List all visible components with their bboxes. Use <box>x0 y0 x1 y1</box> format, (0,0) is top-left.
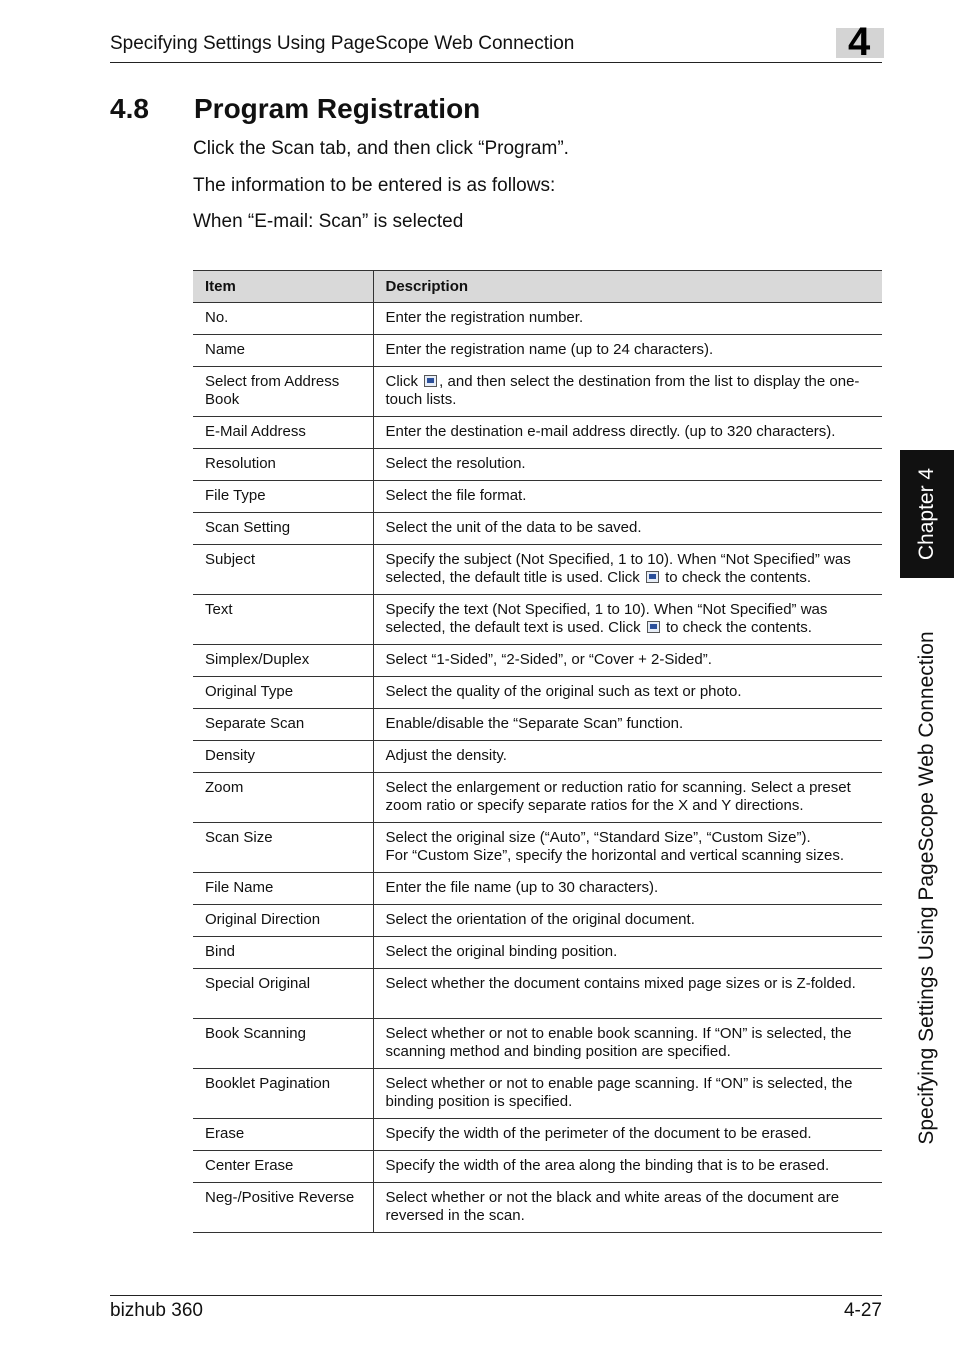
table-header-row <box>193 271 882 303</box>
table-row <box>193 1019 882 1069</box>
description-text: to check the contents. <box>661 619 812 636</box>
item-cell: Resolution <box>193 449 373 481</box>
description-cell: Select the resolution. <box>373 449 882 481</box>
description-text: to check the contents. <box>660 569 812 586</box>
item-cell: Simplex/Duplex <box>193 645 373 677</box>
description-text: Click <box>385 373 423 390</box>
table-row <box>193 773 882 823</box>
description-cell: Specify the width of the area along the binding that is to be erased. <box>373 1151 882 1183</box>
description-cell: Adjust the density. <box>373 741 882 773</box>
table-row <box>193 1119 882 1151</box>
table-row <box>193 969 882 1019</box>
item-cell: File Type <box>193 481 373 513</box>
running-header <box>110 30 882 63</box>
description-cell: Select whether the document contains mixed page sizes or is Z-folded. <box>373 969 882 1019</box>
description-cell: Select “1-Sided”, “2-Sided”, or “Cover + 2-Sided”. <box>373 645 882 677</box>
description-cell: Select the quality of the original such as text or photo. <box>373 677 882 709</box>
table-row <box>193 1151 882 1183</box>
chapter-side-tab-label: Chapter 4 <box>915 467 938 561</box>
description-cell: Select whether or not the black and white areas of the document are reversed in the scan. <box>373 1183 882 1233</box>
description-cell: Enter the file name (up to 30 characters). <box>373 873 882 905</box>
condition-paragraph: When “E-mail: Scan” is selected <box>193 211 464 232</box>
item-cell: E-Mail Address <box>193 417 373 449</box>
section-heading <box>110 93 480 125</box>
table-row <box>193 709 882 741</box>
table-row <box>193 645 882 677</box>
table-row <box>193 741 882 773</box>
item-cell: Original Type <box>193 677 373 709</box>
description-line: Select the original size (“Auto”, “Standard Size”, “Custom Size”). <box>385 829 811 846</box>
item-cell: File Name <box>193 873 373 905</box>
table-row <box>193 545 882 595</box>
item-cell: Scan Size <box>193 823 373 873</box>
table-row <box>193 595 882 645</box>
description-cell <box>373 545 882 595</box>
item-cell: Scan Setting <box>193 513 373 545</box>
description-cell: Enter the destination e-mail address directly. (up to 320 characters). <box>373 417 882 449</box>
description-cell <box>373 823 882 873</box>
item-cell: Original Direction <box>193 905 373 937</box>
item-cell: Neg-/Positive Reverse <box>193 1183 373 1233</box>
description-cell: Enter the registration number. <box>373 303 882 335</box>
description-cell: Select whether or not to enable book scanning. If “ON” is selected, the scanning method and binding position are specified. <box>373 1019 882 1069</box>
item-cell: Special Original <box>193 969 373 1019</box>
item-cell: Text <box>193 595 373 645</box>
item-cell: Subject <box>193 545 373 595</box>
section-number: 4.8 <box>110 93 149 124</box>
column-header-item: Item <box>193 271 373 303</box>
item-cell: Select from Address Book <box>193 367 373 417</box>
table-row <box>193 1183 882 1233</box>
intro-paragraph: The information to be entered is as follows: <box>193 175 556 196</box>
description-cell <box>373 595 882 645</box>
item-cell: Name <box>193 335 373 367</box>
table-row <box>193 905 882 937</box>
table-row <box>193 823 882 873</box>
footer-page-number: 4-27 <box>843 1300 882 1321</box>
item-cell: Erase <box>193 1119 373 1151</box>
item-cell: Book Scanning <box>193 1019 373 1069</box>
item-cell: Separate Scan <box>193 709 373 741</box>
settings-table <box>193 270 882 1233</box>
table-row <box>193 937 882 969</box>
description-cell: Select whether or not to enable page scanning. If “ON” is selected, the binding position is specified. <box>373 1069 882 1119</box>
table-row <box>193 303 882 335</box>
table-row <box>193 513 882 545</box>
table-row <box>193 335 882 367</box>
description-cell: Enter the registration name (up to 24 characters). <box>373 335 882 367</box>
description-cell: Enable/disable the “Separate Scan” function. <box>373 709 882 741</box>
description-cell: Select the file format. <box>373 481 882 513</box>
check-contents-button-icon <box>646 571 659 583</box>
item-cell: No. <box>193 303 373 335</box>
side-section-label: Specifying Settings Using PageScope Web Connection <box>915 631 938 1145</box>
description-cell <box>373 367 882 417</box>
instruction-paragraph: Click the Scan tab, and then click “Program”. <box>193 138 569 159</box>
item-cell: Center Erase <box>193 1151 373 1183</box>
footer-product-name: bizhub 360 <box>110 1300 203 1321</box>
description-cell: Specify the width of the perimeter of the document to be erased. <box>373 1119 882 1151</box>
item-cell: Booklet Pagination <box>193 1069 373 1119</box>
description-cell: Select the original binding position. <box>373 937 882 969</box>
running-header-title: Specifying Settings Using PageScope Web Connection <box>110 33 575 54</box>
section-title: Program Registration <box>194 93 481 124</box>
table-row <box>193 367 882 417</box>
description-text: , and then select the destination from the list to display the one-touch lists. <box>385 373 860 408</box>
table-row <box>193 1069 882 1119</box>
column-header-description: Description <box>373 271 882 303</box>
item-cell: Density <box>193 741 373 773</box>
description-text: Specify the subject (Not Specified, 1 to 10). When “Not Specified” was selected, the default title is used. Click <box>385 551 851 586</box>
chapter-number: 4 <box>848 20 871 64</box>
description-cell: Select the orientation of the original document. <box>373 905 882 937</box>
description-text: Specify the text (Not Specified, 1 to 10). When “Not Specified” was selected, the default text is used. Click <box>385 601 828 636</box>
item-cell: Bind <box>193 937 373 969</box>
address-book-button-icon <box>424 375 437 387</box>
item-cell: Zoom <box>193 773 373 823</box>
description-cell: Select the unit of the data to be saved. <box>373 513 882 545</box>
table-row <box>193 873 882 905</box>
description-line: For “Custom Size”, specify the horizontal and vertical scanning sizes. <box>385 847 845 864</box>
table-row <box>193 481 882 513</box>
footer-rule <box>110 1295 882 1296</box>
description-cell: Select the enlargement or reduction ratio for scanning. Select a preset zoom ratio or specify separate ratios for the X and Y directions. <box>373 773 882 823</box>
table-row <box>193 417 882 449</box>
table-row <box>193 449 882 481</box>
check-contents-button-icon <box>647 621 660 633</box>
table-row <box>193 677 882 709</box>
